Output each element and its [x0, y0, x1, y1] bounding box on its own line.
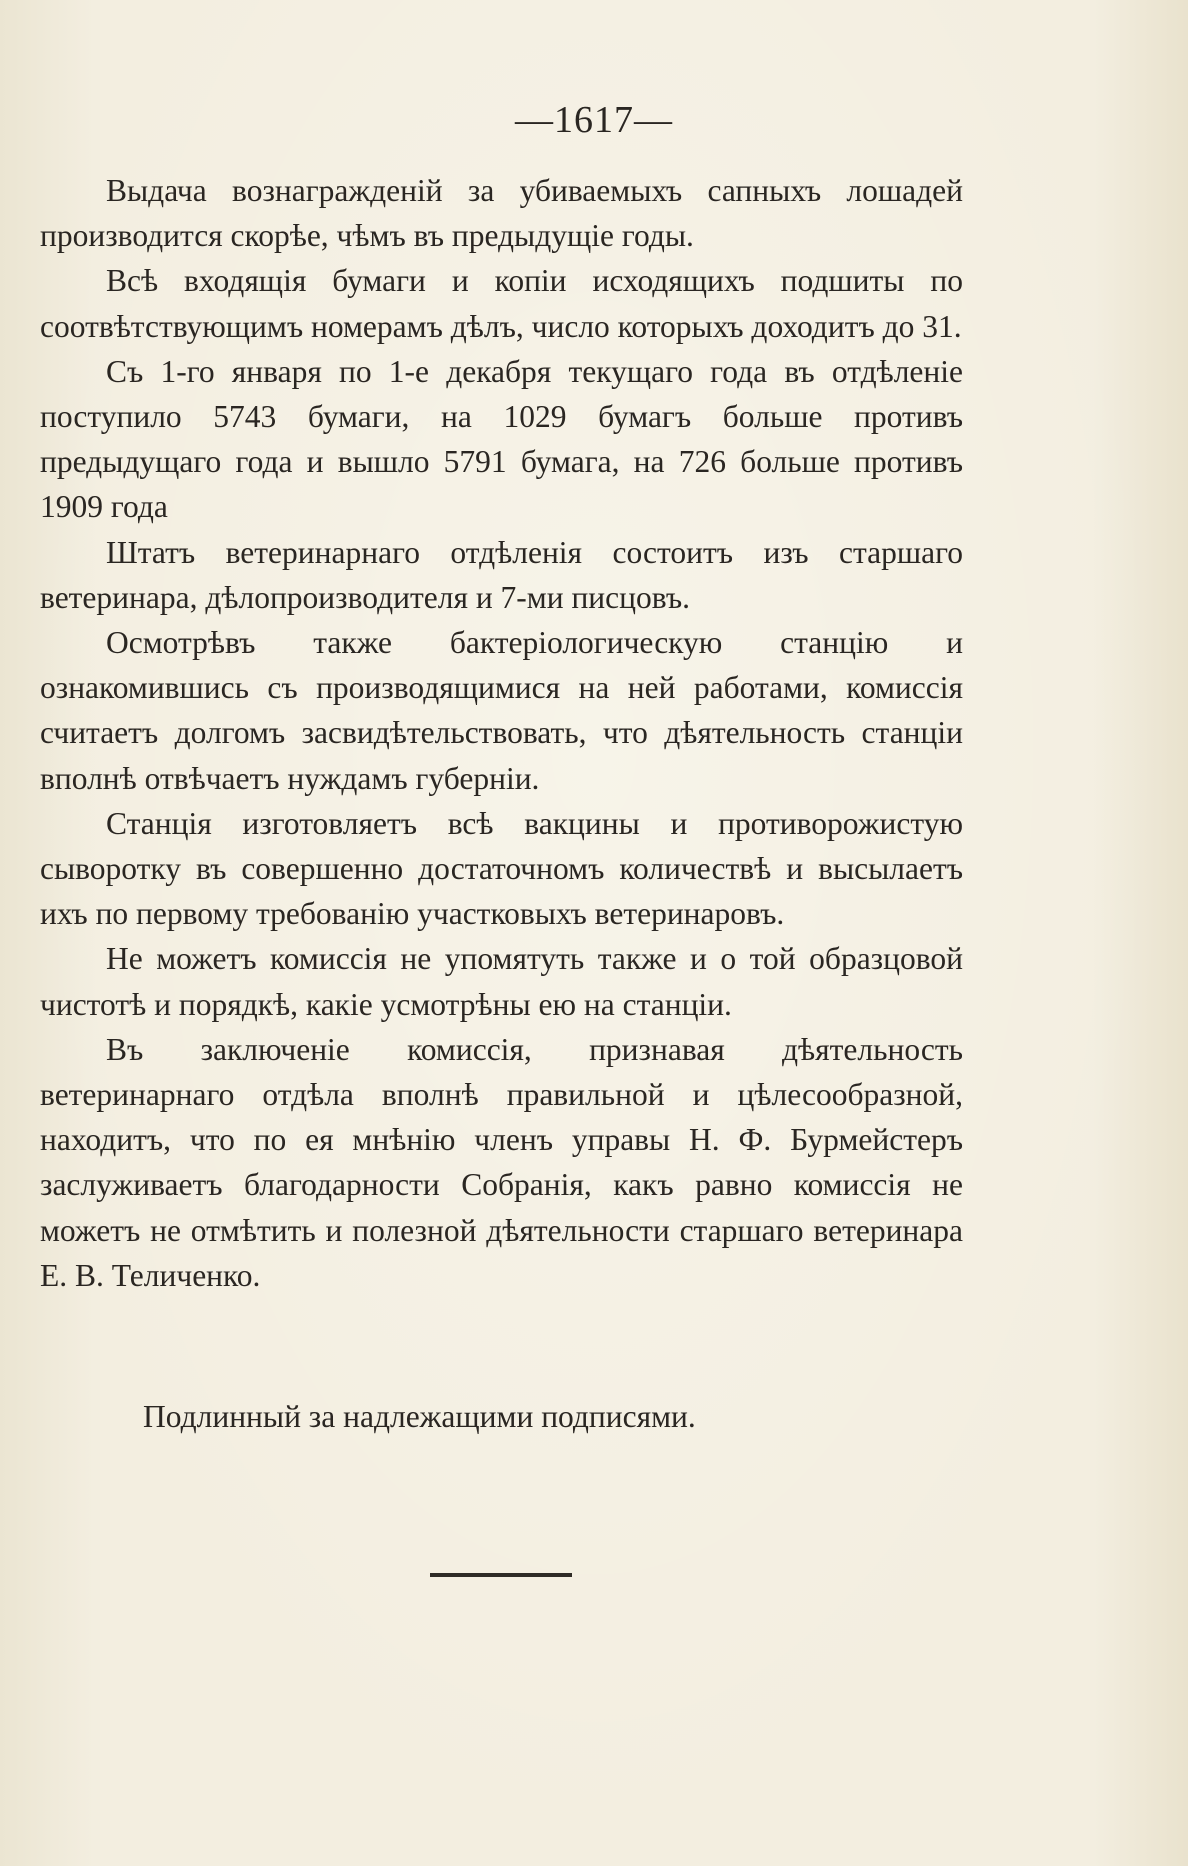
- paragraph-conclusion: Въ заключеніе комиссія, признавая дѣятельность ветеринарнаго отдѣла вполнѣ правильной и цѣлесообразной, находитъ, что по ея мнѣнію членъ управы Н. Ф. Бурмейстеръ заслуживаетъ благодарности Собранія, какъ равно комиссія не можетъ не отмѣтить и полезной дѣятельности старшаго ветеринара Е. В. Теличенко.: [40, 1031, 963, 1293]
- paragraph-staff: Штатъ ветеринарнаго отдѣленія состоитъ изъ старшаго ветеринара, дѣлопроизводителя и 7-ми писцовъ.: [40, 534, 963, 615]
- paragraph-horse-compensation: Выдача вознагражденій за убиваемыхъ сапныхъ лошадей производится скорѣе, чѣмъ въ предыдущіе годы.: [40, 173, 963, 254]
- paragraph-paper-counts: Съ 1-го января по 1-е декабря текущаго года въ отдѣленіе поступило 5743 бумаги, на 1029 бумагъ больше противъ предыдущаго года и вышло 5791 бумага, на 726 больше противъ 1909 года: [40, 353, 963, 525]
- paragraph-vaccines: Станція изготовляетъ всѣ вакцины и противорожистую сыворотку въ совершенно достаточномъ количествѣ и высылаетъ ихъ по первому требованію участковыхъ ветеринаровъ.: [40, 805, 963, 932]
- paragraph-cleanliness: Не можетъ комиссія не упомятуть также и о той образцовой чистотѣ и порядкѣ, какіе усмотрѣны ею на станціи.: [40, 941, 963, 1022]
- body-text: [40, 168, 963, 1298]
- paragraph-bacteriological-station: Осмотрѣвъ также бактеріологическую станцію и ознакомившись съ производящимися на ней работами, комиссія считаетъ долгомъ засвидѣтельствовать, что дѣятельность станціи вполнѣ отвѣчаетъ нуждамъ губерніи.: [40, 625, 963, 796]
- horizontal-rule: [430, 1573, 572, 1577]
- closing-line: Подлинный за надлежащими подписями.: [143, 1399, 696, 1434]
- paragraph-papers-filed: Всѣ входящія бумаги и копіи исходящихъ подшиты по соотвѣтствующимъ номерамъ дѣлъ, число которыхъ доходитъ до 31.: [40, 263, 963, 344]
- page-number: —1617—: [515, 99, 673, 141]
